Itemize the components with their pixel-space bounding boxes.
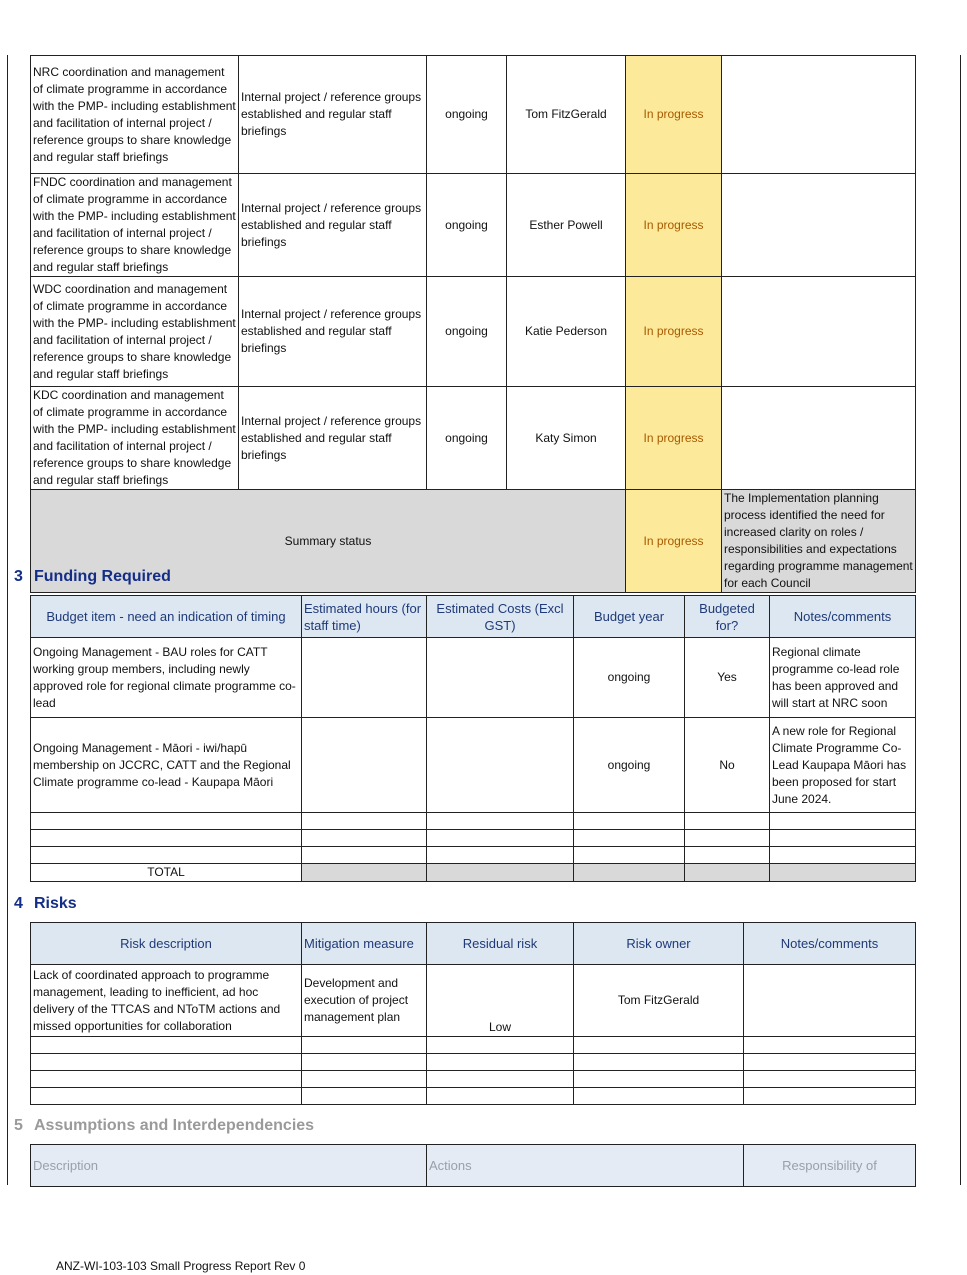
column-header: Notes/comments	[770, 596, 916, 638]
timing-cell: ongoing	[427, 174, 507, 277]
right-page-border	[960, 55, 961, 1185]
table-row	[31, 174, 916, 277]
status-cell: In progress	[626, 387, 722, 490]
notes-cell: A new role for Regional Climate Programme Co-Lead Kaupapa Māori has been proposed for start June 2024.	[770, 718, 916, 813]
timing-cell: ongoing	[427, 387, 507, 490]
section-number: 3	[14, 568, 23, 585]
empty-row	[31, 830, 916, 847]
status-cell: In progress	[626, 277, 722, 387]
total-label: TOTAL	[31, 864, 302, 882]
risk-owner-cell: Tom FitzGerald	[574, 965, 744, 1037]
column-header: Estimated hours (for staff time)	[302, 596, 427, 638]
risks-table	[30, 922, 916, 1105]
section-title: Risks	[34, 895, 77, 912]
total-row	[31, 864, 916, 882]
hours-cell	[302, 638, 427, 718]
risk-description-cell: Lack of coordinated approach to programme management, leading to inefficient, ad hoc delivery of the TTCAS and NToTM actions and missed opportunities for collaboration	[31, 965, 302, 1037]
summary-label: Summary status	[31, 490, 626, 593]
timing-cell: ongoing	[427, 56, 507, 174]
section-number: 4	[14, 895, 23, 912]
column-header: Budget item - need an indication of timing	[31, 596, 302, 638]
funding-table	[30, 595, 916, 882]
section-heading-assumptions	[14, 1117, 314, 1135]
budget-item-cell: Ongoing Management - Māori - iwi/hapū membership on JCCRC, CATT and the Regional Climate programme co-lead - Kaupapa Māori	[31, 718, 302, 813]
table-row	[31, 965, 916, 1037]
budget-year-cell: ongoing	[574, 718, 685, 813]
assumptions-table	[30, 1144, 916, 1187]
table-row	[31, 638, 916, 718]
owner-cell: Katy Simon	[507, 387, 626, 490]
column-header: Responsibility of	[744, 1145, 916, 1187]
column-header: Risk description	[31, 923, 302, 965]
section-title: Assumptions and Interdependencies	[34, 1117, 315, 1134]
owner-cell: Esther Powell	[507, 174, 626, 277]
column-header: Budget year	[574, 596, 685, 638]
column-header: Risk owner	[574, 923, 744, 965]
column-header: Actions	[427, 1145, 744, 1187]
summary-status: In progress	[626, 490, 722, 593]
table-row	[31, 277, 916, 387]
notes-cell	[744, 965, 916, 1037]
notes-cell: Regional climate programme co-lead role has been approved and will start at NRC soon	[770, 638, 916, 718]
column-header: Description	[31, 1145, 427, 1187]
notes-cell	[722, 277, 916, 387]
left-page-border	[7, 55, 8, 1185]
empty-row	[31, 1054, 916, 1071]
status-cell: In progress	[626, 56, 722, 174]
status-cell: In progress	[626, 174, 722, 277]
timing-cell: ongoing	[427, 277, 507, 387]
empty-row	[31, 813, 916, 830]
section-heading-funding	[14, 568, 171, 586]
owner-cell: Katie Pederson	[507, 277, 626, 387]
column-header: Notes/comments	[744, 923, 916, 965]
output-cell: Internal project / reference groups established and regular staff briefings	[239, 174, 427, 277]
output-cell: Internal project / reference groups established and regular staff briefings	[239, 277, 427, 387]
table-row	[31, 718, 916, 813]
budget-year-cell: ongoing	[574, 638, 685, 718]
empty-row	[31, 1037, 916, 1054]
table-header-row	[31, 1145, 916, 1187]
notes-cell	[722, 174, 916, 277]
activity-cell: KDC coordination and management of climate programme in accordance with the PMP- including establishment and facilitation of internal project / reference groups to share knowledge and regular staff briefings	[31, 387, 239, 490]
output-cell: Internal project / reference groups established and regular staff briefings	[239, 387, 427, 490]
empty-row	[31, 1088, 916, 1105]
activity-cell: NRC coordination and management of climate programme in accordance with the PMP- including establishment and facilitation of internal project / reference groups to share knowledge and regular staff briefings	[31, 56, 239, 174]
empty-row	[31, 847, 916, 864]
budgeted-cell: Yes	[685, 638, 770, 718]
costs-cell	[427, 718, 574, 813]
column-header: Residual risk	[427, 923, 574, 965]
budgeted-cell: No	[685, 718, 770, 813]
section-number: 5	[14, 1117, 23, 1134]
activity-cell: FNDC coordination and management of climate programme in accordance with the PMP- including establishment and facilitation of internal project / reference groups to share knowledge and regular staff briefings	[31, 174, 239, 277]
section-title: Funding Required	[34, 568, 171, 585]
activity-cell: WDC coordination and management of climate programme in accordance with the PMP- including establishment and facilitation of internal project / reference groups to share knowledge and regular staff briefings	[31, 277, 239, 387]
owner-cell: Tom FitzGerald	[507, 56, 626, 174]
empty-row	[31, 1071, 916, 1088]
budget-item-cell: Ongoing Management - BAU roles for CATT working group members, including newly approved role for regional climate programme co-lead	[31, 638, 302, 718]
table-row	[31, 56, 916, 174]
costs-cell	[427, 638, 574, 718]
table-header-row	[31, 923, 916, 965]
hours-cell	[302, 718, 427, 813]
column-header: Budgeted for?	[685, 596, 770, 638]
column-header: Mitigation measure	[302, 923, 427, 965]
notes-cell	[722, 56, 916, 174]
table-row	[31, 387, 916, 490]
residual-risk-cell: Low	[427, 965, 574, 1037]
mitigation-cell: Development and execution of project management plan	[302, 965, 427, 1037]
notes-cell	[722, 387, 916, 490]
summary-notes: The Implementation planning process identified the need for increased clarity on roles / responsibilities and expectations regarding programme management for each Council	[722, 490, 916, 593]
table-header-row	[31, 596, 916, 638]
document-footer: ANZ-WI-103-103 Small Progress Report Rev 0	[56, 1259, 306, 1273]
output-cell: Internal project / reference groups established and regular staff briefings	[239, 56, 427, 174]
status-table	[30, 55, 916, 593]
column-header: Estimated Costs (Excl GST)	[427, 596, 574, 638]
section-heading-risks	[14, 895, 77, 913]
